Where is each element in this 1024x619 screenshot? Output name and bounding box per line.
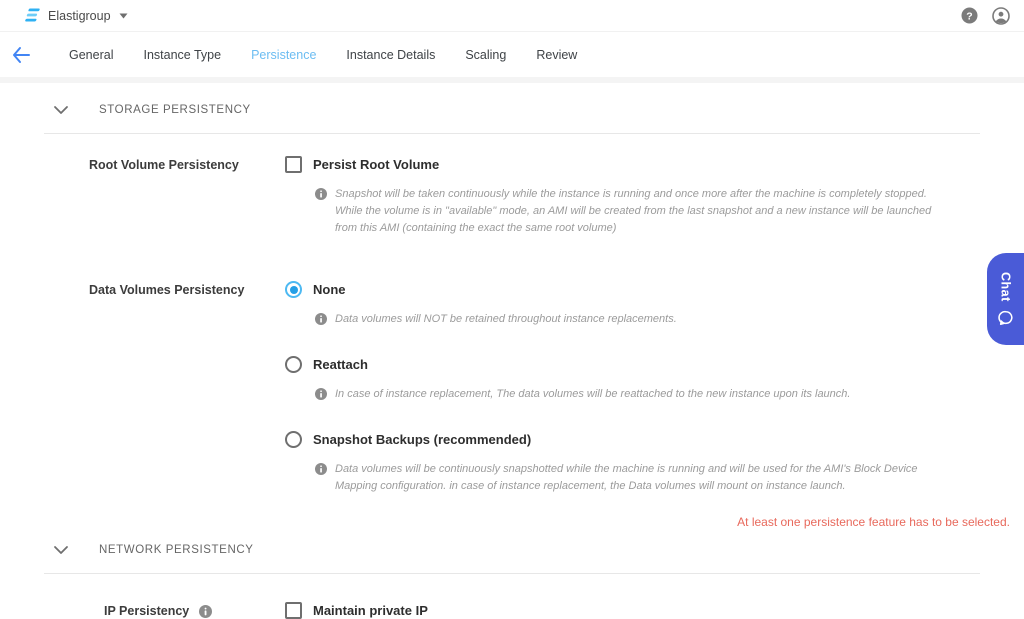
app-switcher[interactable]	[24, 8, 128, 23]
option-reattach	[285, 356, 980, 405]
network-section-header[interactable]	[44, 535, 980, 565]
storage-section-header[interactable]	[44, 95, 980, 125]
info-icon	[199, 605, 212, 618]
account-icon[interactable]	[992, 7, 1010, 25]
snapshot-backups-info: Data volumes will be continuously snapshotted while the machine is running and will be used for the AMI's Block Device Mapping configuration. in case of instance replacement, the Data volumes will mount on instance launch.	[335, 463, 918, 493]
radio-none[interactable]	[285, 281, 302, 298]
chevron-collapse-icon[interactable]	[54, 101, 68, 119]
option-snapshot-backups	[285, 431, 980, 495]
chevron-down-icon	[119, 13, 128, 19]
section-divider	[44, 133, 980, 134]
ip-persistency-label-wrap	[104, 602, 285, 619]
wizard-tab-bar	[0, 32, 1024, 77]
tab-scaling[interactable]: Scaling	[465, 47, 507, 62]
chevron-collapse-icon[interactable]	[54, 541, 68, 559]
ip-persistency-row	[44, 602, 980, 619]
root-volume-row	[44, 156, 980, 237]
storage-section-title: STORAGE PERSISTENCY	[99, 104, 251, 116]
persistence-form	[0, 95, 1024, 619]
reattach-info: In case of instance replacement, The data volumes will be reattached to the new instance upon its launch.	[335, 388, 851, 401]
network-section-title: NETWORK PERSISTENCY	[99, 544, 254, 557]
chat-button[interactable]	[987, 253, 1024, 345]
ip-persistency-label: IP Persistency	[104, 604, 190, 619]
validation-message: At least one persistence feature has to be selected.	[737, 515, 1010, 529]
section-divider	[44, 573, 980, 574]
tab-instance-type[interactable]: Instance Type	[143, 47, 222, 62]
root-volume-info: Snapshot will be taken continuously while the instance is running and once more after the machine is completely stopped. While the volume is in "available" mode, an AMI will be created from the last snapshot and a new instance will be launched from this AMI (containing the exact the same root volume)	[335, 188, 932, 235]
top-bar	[0, 0, 1024, 32]
persist-root-volume-label: Persist Root Volume	[313, 157, 440, 172]
back-arrow-icon[interactable]	[12, 47, 30, 63]
help-icon[interactable]	[961, 7, 978, 24]
svg-text:?: ?	[966, 10, 973, 23]
chat-bubble-icon	[998, 310, 1014, 326]
root-volume-label: Root Volume Persistency	[89, 158, 239, 172]
app-name: Elastigroup	[48, 8, 111, 23]
none-info: Data volumes will NOT be retained throughout instance replacements.	[335, 313, 677, 326]
tab-instance-details[interactable]: Instance Details	[346, 47, 436, 62]
info-icon	[315, 387, 327, 405]
data-volumes-label: Data Volumes Persistency	[89, 283, 245, 298]
persist-root-volume-checkbox[interactable]	[285, 156, 302, 173]
info-icon	[315, 462, 327, 480]
radio-snapshot-backups-label: Snapshot Backups (recommended)	[313, 432, 532, 448]
tab-persistence[interactable]: Persistence	[251, 47, 317, 62]
option-none	[285, 281, 980, 330]
radio-reattach[interactable]	[285, 356, 302, 373]
info-icon	[315, 187, 327, 205]
chat-button-label: Chat	[998, 272, 1013, 302]
data-volumes-row	[44, 281, 980, 495]
elastigroup-logo-icon	[24, 8, 41, 23]
radio-reattach-label: Reattach	[313, 357, 368, 373]
info-icon	[315, 312, 327, 330]
radio-none-label: None	[313, 282, 346, 298]
maintain-private-ip-checkbox[interactable]	[285, 602, 302, 619]
radio-snapshot-backups[interactable]	[285, 431, 302, 448]
tab-general[interactable]: General	[69, 47, 114, 62]
maintain-private-ip-label: Maintain private IP	[313, 603, 428, 619]
tab-review[interactable]: Review	[536, 47, 578, 62]
tabbar-separator	[0, 77, 1024, 83]
